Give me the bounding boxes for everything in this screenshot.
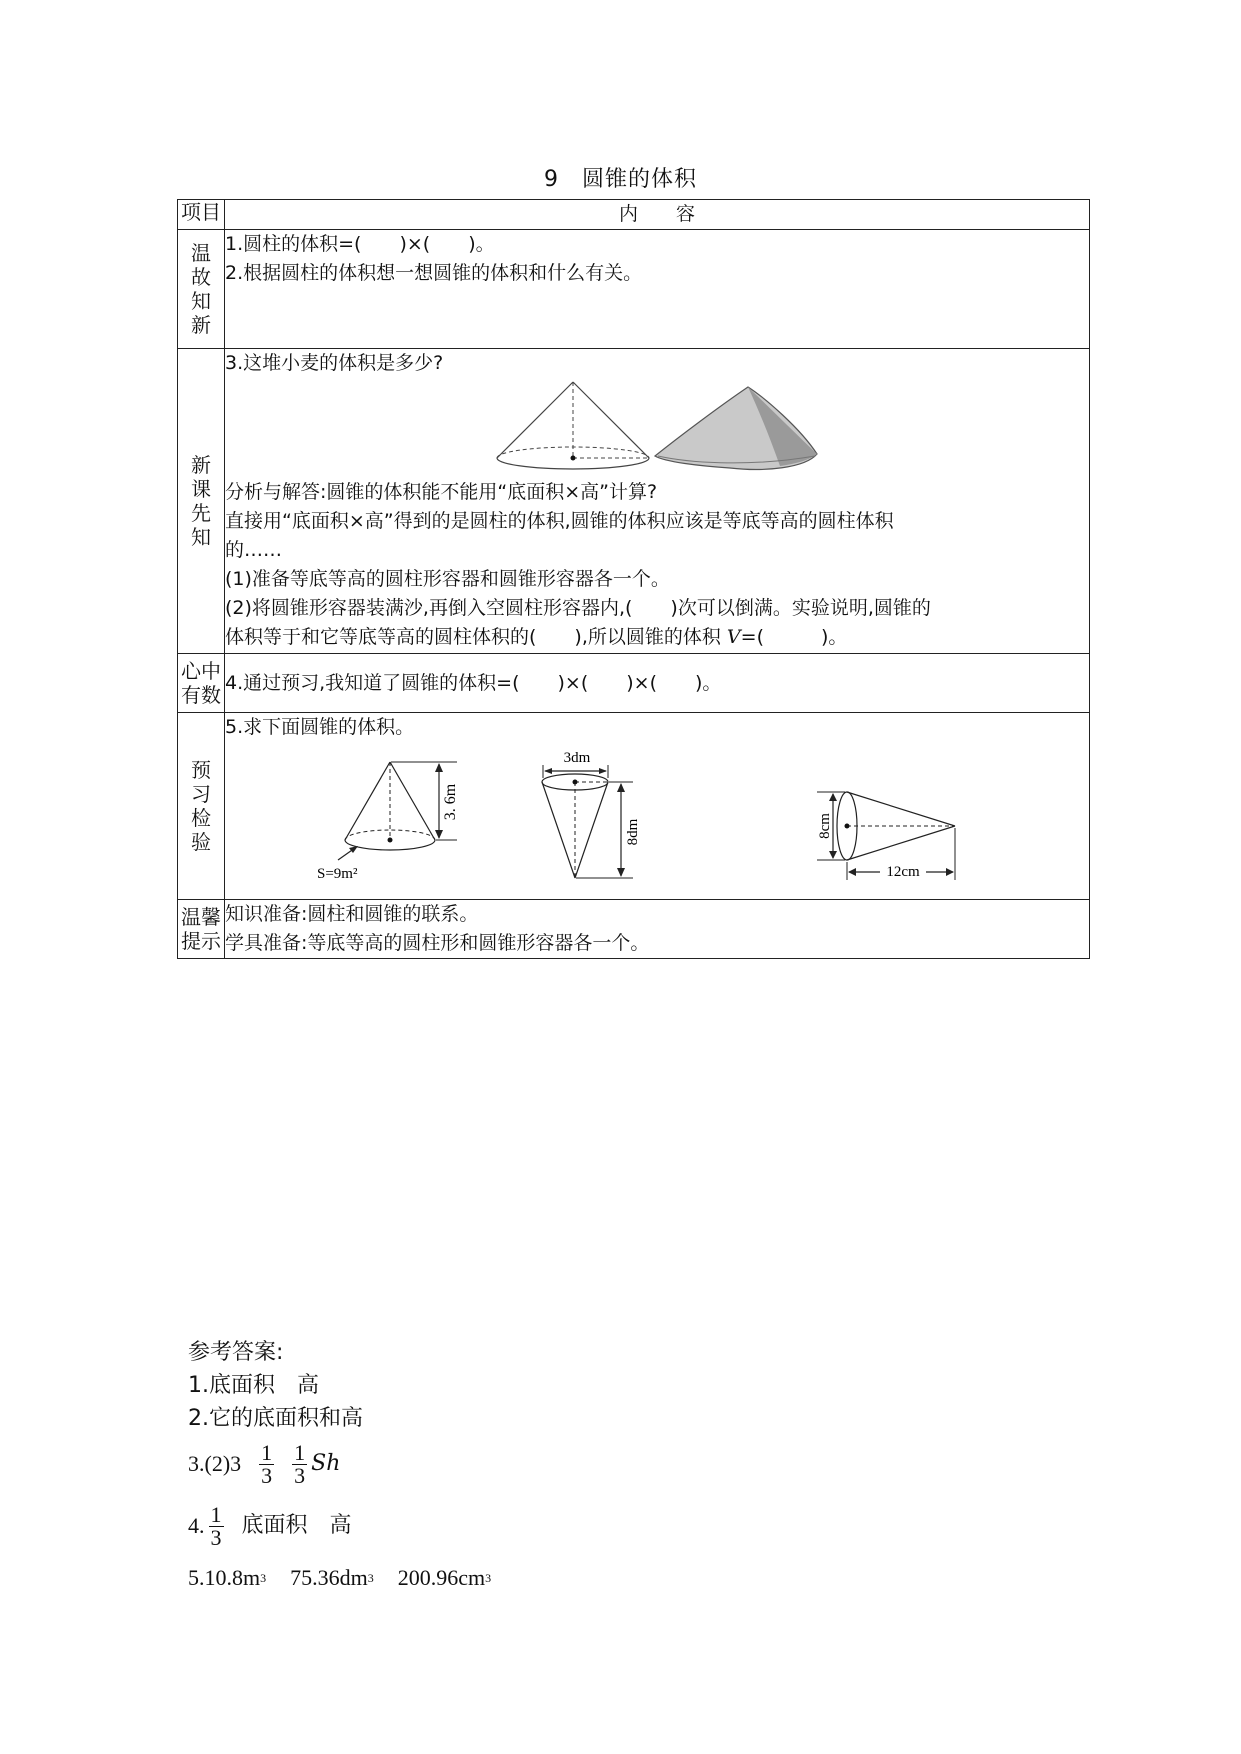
exercise-figures xyxy=(225,742,1089,892)
answer-3-fraction-1: $\frac{1}{3}$ xyxy=(261,1439,273,1488)
answer-2: 2.它的底面积和高 xyxy=(188,1405,363,1431)
answer-heading: 参考答案: xyxy=(188,1339,284,1365)
volume-symbol: V xyxy=(726,626,741,648)
label-summary: 心中有数 xyxy=(181,658,221,707)
step-1: (1)准备等底等高的圆柱形容器和圆锥形容器各一个。 xyxy=(225,568,670,590)
wheat-figures xyxy=(225,378,1089,478)
step-2-cont: 体积等于和它等底等高的圆柱体积的( ),所以圆锥的体积 V=( )。 xyxy=(225,626,848,648)
row-summary xyxy=(178,654,1090,713)
question-3: 3.这堆小麦的体积是多少? xyxy=(225,352,444,374)
question-5: 5.求下面圆锥的体积。 xyxy=(225,716,415,738)
preview-table xyxy=(177,199,1090,959)
row-tips xyxy=(178,900,1090,959)
label-review: 温故知新 xyxy=(191,240,211,337)
tip-line-2: 学具准备:等底等高的圆柱形和圆锥形容器各一个。 xyxy=(225,932,650,954)
fig2-diameter-label: 3dm xyxy=(563,750,591,766)
table-header xyxy=(178,200,1090,230)
exercise-cone-1 xyxy=(317,762,459,882)
row-check xyxy=(178,713,1090,900)
label-tips: 温馨提示 xyxy=(181,904,221,953)
review-line-1: 1.圆柱的体积=( )×( )。 xyxy=(225,233,495,255)
page-title: 9 圆锥的体积 xyxy=(544,167,697,192)
row-new xyxy=(178,349,1090,654)
answer-3-fraction-2: $\frac{1}{3}$ xyxy=(294,1439,306,1488)
analysis-line-2: 直接用“底面积×高”得到的是圆柱的体积,圆锥的体积应该是等底等高的圆柱体积 xyxy=(225,510,894,532)
header-content: 内 容 xyxy=(225,200,1090,230)
fig3-diameter-label: 8cm xyxy=(817,813,833,839)
review-line-2: 2.根据圆柱的体积想一想圆锥的体积和什么有关。 xyxy=(225,262,643,284)
cone-and-wheat-pile-figure xyxy=(225,378,1089,478)
wheat-pile-image xyxy=(655,387,817,469)
cone-diagram xyxy=(497,382,649,469)
label-check: 预习检验 xyxy=(191,757,211,854)
answer-5: 5.10.8m 3 75.36dm 3 200.96cm 3 xyxy=(188,1564,492,1590)
fig2-height-label: 8dm xyxy=(625,818,641,846)
answer-4: 4. $\frac{1}{3}$ 底面积 高 xyxy=(188,1501,352,1550)
label-new: 新课先知 xyxy=(191,452,211,549)
analysis-line-3: 的…… xyxy=(225,539,283,561)
fig1-height-label: 3. 6m xyxy=(442,783,459,821)
exercise-cone-3 xyxy=(817,792,955,880)
answer-1: 1.底面积 高 xyxy=(188,1372,319,1398)
header-item: 项目 xyxy=(178,200,225,230)
row-review xyxy=(178,230,1090,349)
cone-exercises xyxy=(225,742,1089,892)
exercise-cone-2 xyxy=(542,750,641,878)
answer-3: 3.(2)3 $\frac{1}{3}$ $\frac{1}{3}$ Sh xyxy=(188,1439,341,1488)
fig1-area-label: S=9m² xyxy=(317,866,358,882)
analysis-line-1: 分析与解答:圆锥的体积能不能用“底面积×高”计算? xyxy=(225,481,658,503)
summary-line: 4.通过预习,我知道了圆锥的体积=( )×( )×( )。 xyxy=(225,671,722,694)
fig3-length-label: 12cm xyxy=(886,864,920,880)
tip-line-1: 知识准备:圆柱和圆锥的联系。 xyxy=(225,903,479,925)
answer-key xyxy=(188,1336,491,1594)
answer-4-fraction: $\frac{1}{3}$ xyxy=(210,1501,222,1550)
step-2: (2)将圆锥形容器装满沙,再倒入空圆柱形容器内,( )次可以倒满。实验说明,圆锥的 xyxy=(225,597,931,619)
